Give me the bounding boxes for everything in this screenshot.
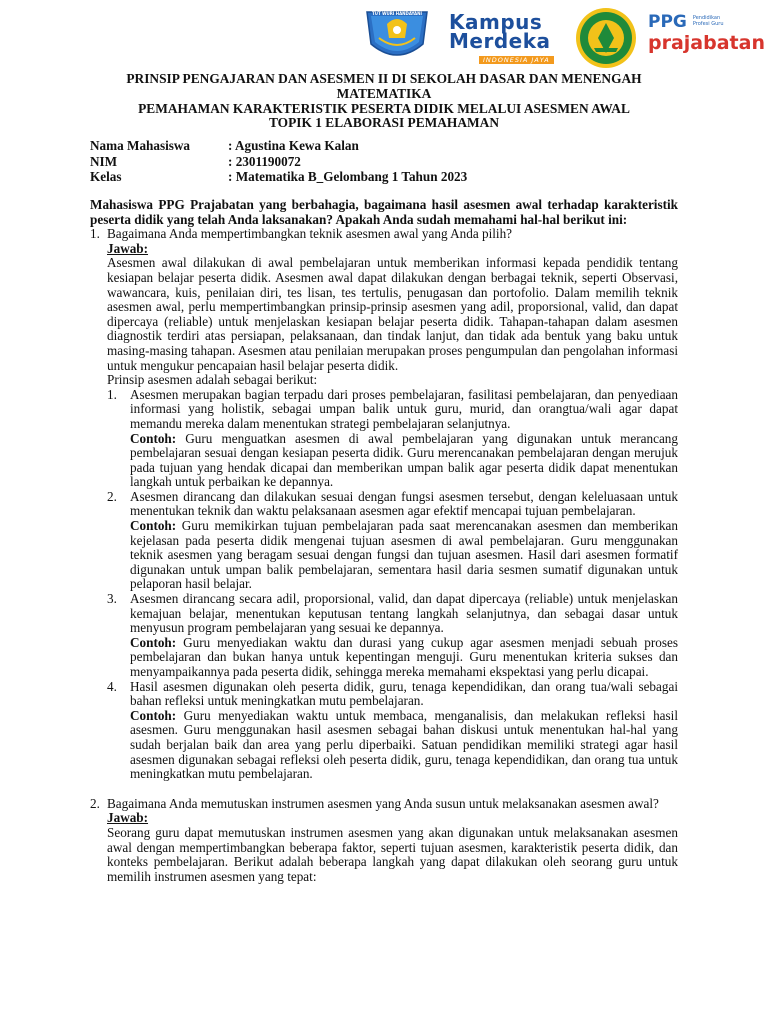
jawab-label: Jawab: <box>107 240 149 256</box>
question-number: 1. <box>90 226 100 242</box>
document-header <box>90 72 678 131</box>
prajabatan-word: prajabatan <box>648 32 765 54</box>
principle-text: Hasil asesmen digunakan oleh peserta didik, guru, tenaga kependidikan, dan orang tua/wali sebagai bahan refleksi untuk meningkatkan mutu pembelajaran. <box>130 678 678 709</box>
principle-number: 2. <box>107 488 117 504</box>
principle-number: 4. <box>107 678 117 694</box>
contoh-text: Guru menguatkan asesmen di awal pembelajaran yang digunakan untuk merancang pembelajaran sesuai dengan kesiapan peserta didik. Guru merencanakan pembelajaran dengan merujuk pada tujuan yang hendak dicapai dan memberikan umpan balik agar peserta didik dapat menentukan langkah untuk perbaikan ke depannya. <box>130 430 678 490</box>
info-row-kelas <box>90 170 678 186</box>
info-value: : Agustina Kewa Kalan <box>228 138 359 153</box>
info-label: Kelas <box>90 169 122 184</box>
ppg-prajabatan-logo <box>648 12 766 62</box>
contoh-label: Contoh: <box>130 518 177 534</box>
student-info <box>90 139 678 186</box>
principle-item <box>107 388 678 490</box>
tut-wuri-handayani-logo <box>357 8 437 66</box>
info-label: Nama Mahasiswa <box>90 138 191 153</box>
ppg-small-text: Pendidikan Profesi Guru <box>692 15 724 27</box>
principle-item <box>107 592 678 680</box>
question-1 <box>90 227 678 782</box>
question-2 <box>90 797 678 885</box>
uin-university-logo <box>572 6 640 70</box>
document-body <box>90 198 678 884</box>
principle-text: Asesmen dirancang dan dilakukan sesuai dengan fungsi asesmen tersebut, dengan keleluasaan untuk menentukan teknik dan waktu pelaksanaan asesmen agar efektif mencapai tujuan pembelajaran. <box>130 488 678 519</box>
merdeka-text: Merdeka <box>449 29 551 53</box>
logo-bar <box>0 2 768 70</box>
contoh-text: Guru menyediakan waktu dan durasi yang cukup agar asesmen menjadi sebuah proses pembelajaran dan bukan hanya untuk kepentingan menguji. Guru menentukan kriteria sukses dan menyampaikannya pada peserta didik, sehingga mereka memahami ekspektasi yang perlu dicapai. <box>130 634 678 679</box>
info-value: : Matematika B_Gelombang 1 Tahun 2023 <box>228 169 468 184</box>
jawab-label: Jawab: <box>107 810 149 826</box>
header-line-2: MATEMATIKA <box>336 85 432 101</box>
header-line-3: PEMAHAMAN KARAKTERISTIK PESERTA DIDIK MELALUI ASESMEN AWAL <box>138 100 630 116</box>
principle-item <box>107 680 678 782</box>
kampus-merdeka-logo <box>449 12 561 62</box>
info-label: NIM <box>90 153 118 169</box>
spacer <box>90 782 678 797</box>
contoh-text: Guru memikirkan tujuan pembelajaran pada saat merencanakan asesmen dan memberikan kejelasan pada peserta didik mengenai tujuan asesmen di awal pembelajaran. Guru menggunakan teknik asesmen yang beragam sesuai dengan fungsi dan tujuan asesmen. Hasil dari asesmen formatif digunakan untuk umpan balik pembelajaran, sementara hasil daria sesmen sumatif digunakan untuk pelaporan hasil belajar. <box>130 518 678 592</box>
contoh-label: Contoh: <box>130 430 177 446</box>
info-row-nim <box>90 155 678 171</box>
principle-text: Asesmen merupakan bagian terpadu dari proses pembelajaran, fasilitasi pembelajaran, dan penyediaan informasi yang holistik, sebagai umpan balik untuk guru, murid, dan orangtua/wali agar dapat memandu mereka dalam menentukan strategi pembelajaran selanjutnya. <box>130 386 678 431</box>
question-number: 2. <box>90 795 100 811</box>
question-text: Bagaimana Anda mempertimbangkan teknik asesmen awal yang Anda pilih? <box>107 226 513 242</box>
answer-paragraph: Asesmen awal dilakukan di awal pembelajaran untuk memberikan informasi kepada pendidik tentang kesiapan belajar peserta didik. Asesmen awal dapat dilakukan dengan berbagai teknik, seperti Observasi, wawancara, kuis, penilaian diri, tes lisan, tes tertulis, penugasan dan portofolio. Dalam memilih teknik asesmen awal, perlu mempertimbangkan prinsip-prinsip asesmen yang adil, proporsional, valid, dan dapat dipercaya (reliable) untuk menjelaskan kesiapan belajar peserta didik. Tahapan-tahapan dalam asesmen diagnostik terdiri atas persiapan, pelaksanaan, dan tindak lanjut, dan tidak ada bentuk yang baku untuk masing-masing tahapan. Asesmen atau penilaian merupakan proses pengumpulan dan pengolahan informasi untuk mengukur pencapaian hasil belajar peserta didik. <box>107 255 678 373</box>
answer-paragraph: Seorang guru dapat memutuskan instrumen asesmen yang akan digunakan untuk melaksanakan asesmen awal dengan mempertimbangkan beberapa faktor, seperti tujuan asesmen, karakteristik peserta didik, dan konteks pembelajaran. Berikut adalah beberapa langkah yang dapat dilakukan oleh seorang guru untuk memilih instrumen asesmen yang tepat: <box>107 824 678 884</box>
contoh-label: Contoh: <box>130 707 177 723</box>
ppg-word: PPG <box>648 12 687 32</box>
principle-number: 1. <box>107 386 117 402</box>
tutwuri-text: TUT WURI HANDAYANI <box>372 11 422 16</box>
principle-number: 3. <box>107 591 117 607</box>
kampus-text: Kampus <box>449 10 543 34</box>
header-line-1: PRINSIP PENGAJARAN DAN ASESMEN II DI SEKOLAH DASAR DAN MENENGAH <box>126 71 642 86</box>
intro-paragraph: Mahasiswa PPG Prajabatan yang berbahagia, bagaimana hasil asesmen awal terhadap karakteristik peserta didik yang telah Anda laksanakan? Apakah Anda sudah memahami hal-hal berikut ini: <box>90 197 678 227</box>
contoh-text: Guru menyediakan waktu untuk membaca, menganalisis, dan melakukan refleksi hasil asesmen. Guru menggunakan hasil asesmen sebagai bahan diskusi untuk menentukan hal-hal yang sudah berjalan baik dan area yang perlu diperbaiki. Satuan pendidikan memiliki strategi agar hasil asesmen digunakan sebagai refleksi oleh peserta didik, guru, tenaga kependidikan, dan orang tua untuk meningkatkan mutu pembelajaran. <box>130 707 678 782</box>
principles-intro: Prinsip asesmen adalah sebagai berikut: <box>107 372 318 388</box>
contoh-label: Contoh: <box>130 634 177 650</box>
principle-item <box>107 490 678 592</box>
header-line-4: TOPIK 1 ELABORASI PEMAHAMAN <box>268 115 499 131</box>
info-value: : 2301190072 <box>228 153 301 169</box>
principle-text: Asesmen dirancang secara adil, proporsional, valid, dan dapat dipercaya (reliable) untuk menjelaskan kemajuan belajar, menentukan keputusan tentang langkah selanjutnya, dan sebagai dasar untuk menyusun program pembelajaran yang sesuai ke depannya. <box>130 591 678 636</box>
info-row-name <box>90 139 678 155</box>
indonesia-jaya-text: INDONESIA JAYA <box>479 56 554 64</box>
question-text: Bagaimana Anda memutuskan instrumen asesmen yang Anda susun untuk melaksanakan asesmen awal? <box>107 795 659 811</box>
